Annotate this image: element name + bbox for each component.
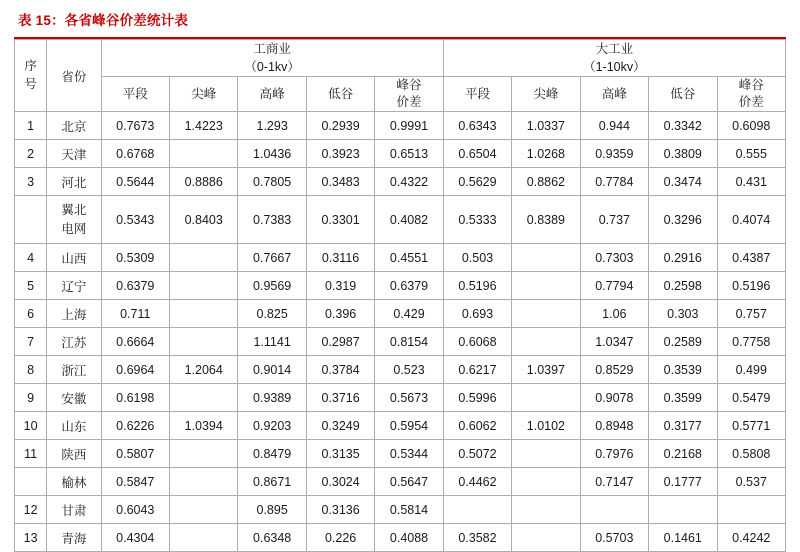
cell-value: 0.6504 [443,140,511,168]
column-header-c10-l1: 峰谷 [738,78,764,93]
table-row [15,356,786,384]
row-sequence: 6 [15,300,47,328]
cell-value: 0.5644 [101,168,169,196]
row-sequence: 1 [15,112,47,140]
cell-value: 0.7147 [580,468,648,496]
cell-value: 0.6043 [101,496,169,524]
cell-value: 0.6964 [101,356,169,384]
cell-value: 0.319 [306,272,374,300]
cell-value: 0.3116 [306,244,374,272]
cell-value: 0.7673 [101,112,169,140]
cell-value [169,384,237,412]
row-province-l2: 电网 [61,221,87,236]
cell-value: 0.6768 [101,140,169,168]
cell-value: 0.4304 [101,524,169,552]
table-row [15,140,786,168]
cell-value: 0.537 [717,468,786,496]
cell-value: 0.6198 [101,384,169,412]
cell-value: 1.0397 [512,356,580,384]
table-column-header-row [15,77,786,112]
cell-value: 0.431 [717,168,786,196]
row-province: 青海 [47,524,101,552]
cell-value: 0.5996 [443,384,511,412]
cell-value [169,244,237,272]
column-header-c2 [169,77,237,112]
cell-value: 0.5072 [443,440,511,468]
column-header-c3 [238,77,306,112]
cell-value [512,244,580,272]
table-row [15,524,786,552]
cell-value: 0.693 [443,300,511,328]
cell-value: 1.0347 [580,328,648,356]
cell-value [169,300,237,328]
cell-value: 0.8948 [580,412,648,440]
cell-value: 0.2589 [649,328,717,356]
cell-value: 0.6343 [443,112,511,140]
row-province [47,196,101,244]
row-province: 上海 [47,300,101,328]
column-header-c6 [443,77,511,112]
row-province: 河北 [47,168,101,196]
cell-value: 0.5196 [443,272,511,300]
page-title: 表 15：各省峰谷价差统计表 [18,13,189,28]
column-header-c5-l2: 价差 [396,95,422,110]
cell-value: 0.3249 [306,412,374,440]
cell-value: 0.1777 [649,468,717,496]
column-header-c2-l1: 尖峰 [191,86,217,101]
cell-value [512,272,580,300]
table-row [15,112,786,140]
cell-value: 0.6379 [101,272,169,300]
row-sequence: 12 [15,496,47,524]
row-province: 天津 [47,140,101,168]
peak-valley-price-table [14,39,786,552]
cell-value [169,524,237,552]
cell-value [443,496,511,524]
cell-value: 0.2987 [306,328,374,356]
cell-value: 0.7784 [580,168,648,196]
cell-value: 0.5703 [580,524,648,552]
cell-value: 1.0394 [169,412,237,440]
cell-value: 0.4082 [375,196,443,244]
column-header-c4 [306,77,374,112]
cell-value: 0.4462 [443,468,511,496]
cell-value [512,496,580,524]
cell-value: 0.8529 [580,356,648,384]
cell-value: 1.2064 [169,356,237,384]
cell-value: 1.293 [238,112,306,140]
column-header-c8-l1: 高峰 [601,86,627,101]
column-header-c10 [717,77,786,112]
cell-value: 1.0436 [238,140,306,168]
cell-value: 0.3582 [443,524,511,552]
cell-value: 0.5344 [375,440,443,468]
table-row [15,468,786,496]
cell-value: 0.4387 [717,244,786,272]
table-row [15,440,786,468]
cell-value: 1.4223 [169,112,237,140]
column-header-c5 [375,77,443,112]
cell-value: 0.711 [101,300,169,328]
column-header-c7 [512,77,580,112]
table-header [15,40,786,112]
column-header-c1-l1: 平段 [122,86,148,101]
cell-value: 0.6062 [443,412,511,440]
cell-value: 0.7805 [238,168,306,196]
cell-value [512,524,580,552]
cell-value [512,440,580,468]
cell-value: 0.8154 [375,328,443,356]
cell-value: 0.9014 [238,356,306,384]
cell-value: 0.9569 [238,272,306,300]
cell-value: 0.5343 [101,196,169,244]
cell-value: 0.429 [375,300,443,328]
row-sequence: 4 [15,244,47,272]
cell-value: 0.3716 [306,384,374,412]
cell-value: 0.3474 [649,168,717,196]
row-province: 北京 [47,112,101,140]
cell-value: 0.5807 [101,440,169,468]
row-province: 辽宁 [47,272,101,300]
cell-value: 0.3923 [306,140,374,168]
cell-value: 0.8862 [512,168,580,196]
cell-value: 0.226 [306,524,374,552]
cell-value: 1.0102 [512,412,580,440]
row-sequence: 9 [15,384,47,412]
cell-value [512,300,580,328]
column-header-c9-l1: 低谷 [670,86,696,101]
cell-value: 0.4074 [717,196,786,244]
cell-value [169,272,237,300]
cell-value: 0.5847 [101,468,169,496]
column-header-c6-l1: 平段 [464,86,490,101]
row-province: 江苏 [47,328,101,356]
cell-value: 1.0268 [512,140,580,168]
cell-value: 0.3483 [306,168,374,196]
column-header-seq-l1: 序 [24,59,37,73]
cell-value: 0.8403 [169,196,237,244]
group-header-commercial-voltage: （0-1kv） [244,60,300,75]
cell-value: 0.9359 [580,140,648,168]
cell-value: 0.396 [306,300,374,328]
cell-value [169,496,237,524]
column-header-c7-l1: 尖峰 [533,86,559,101]
cell-value: 0.523 [375,356,443,384]
cell-value: 0.6068 [443,328,511,356]
table-row [15,300,786,328]
cell-value: 0.7794 [580,272,648,300]
cell-value: 0.3539 [649,356,717,384]
cell-value: 0.2168 [649,440,717,468]
row-sequence: 8 [15,356,47,384]
group-header-commercial-label: 工商业 [253,42,291,56]
row-sequence: 11 [15,440,47,468]
cell-value: 0.555 [717,140,786,168]
cell-value: 0.7303 [580,244,648,272]
cell-value: 0.5673 [375,384,443,412]
cell-value: 0.5479 [717,384,786,412]
cell-value: 0.6348 [238,524,306,552]
cell-value: 0.5814 [375,496,443,524]
cell-value: 0.9991 [375,112,443,140]
cell-value: 1.06 [580,300,648,328]
cell-value: 0.7758 [717,328,786,356]
cell-value: 0.6513 [375,140,443,168]
cell-value: 0.5333 [443,196,511,244]
cell-value: 0.8389 [512,196,580,244]
table-row [15,384,786,412]
cell-value: 0.757 [717,300,786,328]
cell-value: 0.3784 [306,356,374,384]
row-sequence: 10 [15,412,47,440]
row-province: 陕西 [47,440,101,468]
cell-value [169,468,237,496]
cell-value: 0.3135 [306,440,374,468]
table-row [15,412,786,440]
cell-value: 0.7976 [580,440,648,468]
row-province: 甘肃 [47,496,101,524]
table-row [15,328,786,356]
table-row [15,196,786,244]
cell-value: 0.5771 [717,412,786,440]
group-header-industry-voltage: （1-10kv） [583,60,646,75]
column-header-c4-l1: 低谷 [328,86,354,101]
row-province: 安徽 [47,384,101,412]
cell-value: 0.5309 [101,244,169,272]
table-group-header-row [15,40,786,77]
cell-value: 0.6226 [101,412,169,440]
table-row [15,272,786,300]
cell-value: 0.4551 [375,244,443,272]
cell-value: 0.6664 [101,328,169,356]
cell-value [512,328,580,356]
column-header-c9 [649,77,717,112]
column-header-c3-l1: 高峰 [259,86,285,101]
cell-value: 0.3177 [649,412,717,440]
table-body [15,112,786,552]
column-header-seq [15,40,47,112]
row-sequence: 2 [15,140,47,168]
cell-value: 0.944 [580,112,648,140]
cell-value [169,140,237,168]
cell-value: 0.6379 [375,272,443,300]
cell-value [717,496,786,524]
group-header-commercial [101,40,443,77]
cell-value: 0.6098 [717,112,786,140]
cell-value: 0.737 [580,196,648,244]
cell-value: 1.1141 [238,328,306,356]
cell-value: 0.8671 [238,468,306,496]
cell-value: 0.8886 [169,168,237,196]
group-header-industry [443,40,785,77]
cell-value: 0.4242 [717,524,786,552]
cell-value: 0.8479 [238,440,306,468]
cell-value [649,496,717,524]
cell-value: 0.895 [238,496,306,524]
row-province: 榆林 [47,468,101,496]
cell-value: 0.2939 [306,112,374,140]
column-header-seq-l2: 号 [24,76,37,91]
cell-value: 0.3136 [306,496,374,524]
row-sequence: 13 [15,524,47,552]
cell-value: 0.2916 [649,244,717,272]
cell-value: 0.4322 [375,168,443,196]
cell-value: 0.3342 [649,112,717,140]
cell-value: 0.5196 [717,272,786,300]
row-province-l1: 翼北 [61,203,87,218]
cell-value: 0.7667 [238,244,306,272]
cell-value: 0.3024 [306,468,374,496]
cell-value [512,468,580,496]
cell-value: 0.6217 [443,356,511,384]
cell-value: 0.3301 [306,196,374,244]
column-header-c10-l2: 价差 [738,95,764,110]
cell-value: 0.4088 [375,524,443,552]
cell-value: 0.9078 [580,384,648,412]
cell-value: 0.9389 [238,384,306,412]
cell-value [169,440,237,468]
table-row [15,496,786,524]
cell-value: 0.503 [443,244,511,272]
cell-value: 1.0337 [512,112,580,140]
row-sequence: 5 [15,272,47,300]
cell-value: 0.2598 [649,272,717,300]
table-row [15,244,786,272]
row-province: 浙江 [47,356,101,384]
row-sequence [15,468,47,496]
cell-value [169,328,237,356]
row-sequence: 3 [15,168,47,196]
column-header-c8 [580,77,648,112]
column-header-province-l1: 省份 [61,69,87,84]
group-header-industry-label: 大工业 [595,42,634,56]
cell-value: 0.3599 [649,384,717,412]
column-header-c1 [101,77,169,112]
cell-value: 0.825 [238,300,306,328]
cell-value [580,496,648,524]
row-sequence: 7 [15,328,47,356]
cell-value [512,384,580,412]
cell-value: 0.5629 [443,168,511,196]
table-row [15,168,786,196]
cell-value: 0.499 [717,356,786,384]
row-province: 山东 [47,412,101,440]
cell-value: 0.3809 [649,140,717,168]
row-province: 山西 [47,244,101,272]
cell-value: 0.5808 [717,440,786,468]
row-sequence [15,196,47,244]
cell-value: 0.303 [649,300,717,328]
column-header-province [47,40,101,112]
cell-value: 0.1461 [649,524,717,552]
cell-value: 0.9203 [238,412,306,440]
cell-value: 0.7383 [238,196,306,244]
cell-value: 0.5647 [375,468,443,496]
column-header-c5-l1: 峰谷 [396,78,422,93]
cell-value: 0.5954 [375,412,443,440]
cell-value: 0.3296 [649,196,717,244]
